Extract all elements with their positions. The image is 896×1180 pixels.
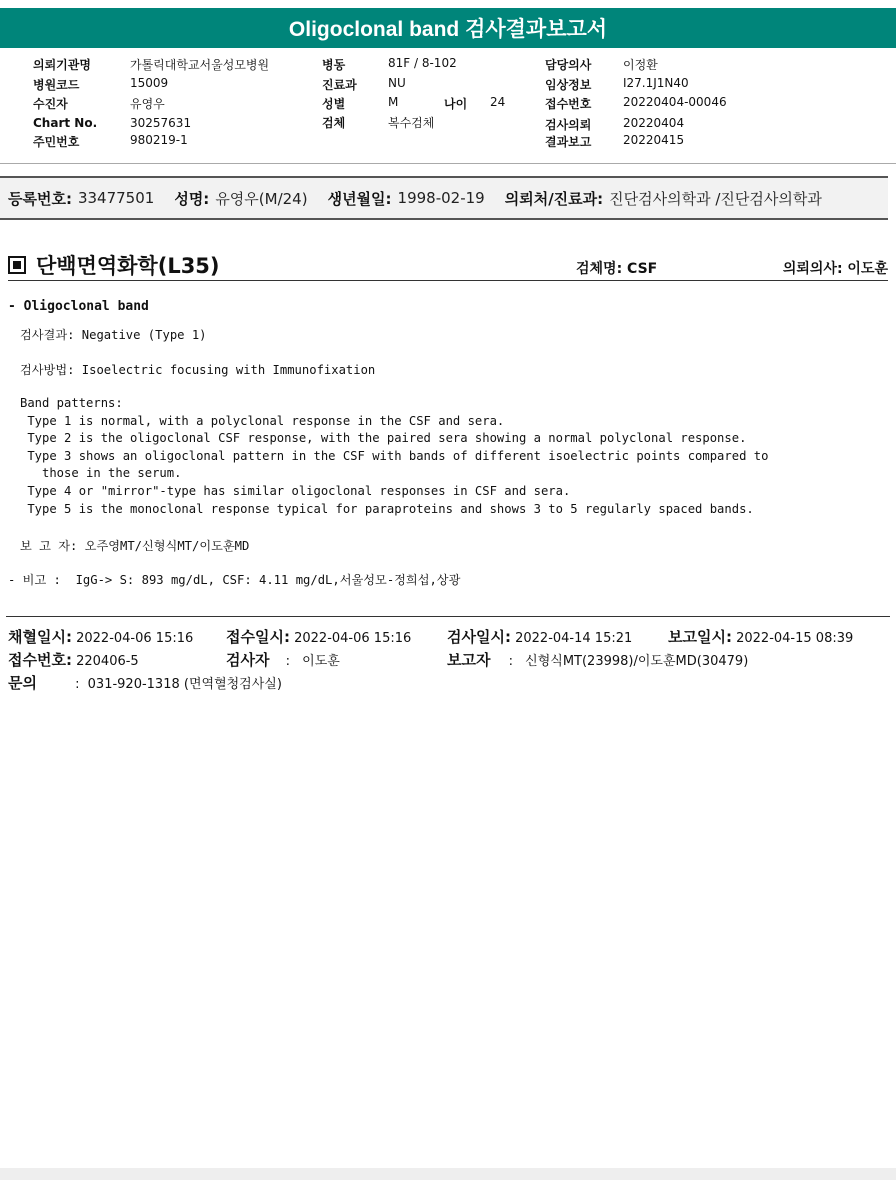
header-label: 수진자: [33, 97, 68, 111]
dob-label: 생년월일:: [327, 189, 392, 208]
method-line: 검사방법: Isoelectric focusing with Immunofixation: [20, 363, 376, 377]
test-value: 2022-04-14 15:21: [515, 631, 633, 646]
report-time: [668, 626, 853, 647]
header-value: 이정환: [623, 58, 658, 72]
specimen-name: 검체명: CSF: [576, 261, 658, 277]
header-label: Chart No.: [33, 116, 98, 130]
header-label: 결과보고: [545, 135, 592, 149]
bottom-bar: [0, 1168, 896, 1180]
section-header: [8, 250, 888, 281]
age-label: 나이: [444, 97, 468, 111]
header-value: 30257631: [130, 116, 192, 130]
header-value: M: [388, 95, 399, 109]
header-label: 병동: [322, 58, 346, 72]
header-label: 검체: [322, 116, 346, 130]
header-label: 성별: [322, 97, 346, 111]
footer-divider: [6, 616, 890, 617]
band-pattern-line: those in the serum.: [20, 466, 182, 480]
header-divider: [0, 163, 896, 164]
header-label: 의뢰기관명: [33, 58, 91, 72]
inquiry-value: 031-920-1318 (면역혈청검사실): [87, 677, 282, 692]
receipt-value: 2022-04-06 15:16: [294, 631, 412, 646]
patient-info-bar: [0, 176, 888, 220]
reg-no-label: 등록번호:: [8, 189, 72, 208]
name-value: 유영우(M/24): [215, 189, 308, 208]
header-label: 담당의사: [545, 58, 592, 72]
inquiry: 문의 : 031-920-1318 (면역혈청검사실): [8, 674, 282, 692]
header-label: 진료과: [322, 78, 357, 92]
accno-label: 접수번호:: [8, 651, 72, 669]
band-patterns-heading: Band patterns:: [20, 396, 123, 410]
tester-value: 이도훈: [302, 654, 340, 669]
report-title: Oligoclonal band 검사결과보고서: [0, 8, 896, 48]
reporter-value: 신형식MT(23998)/이도훈MD(30479): [525, 654, 749, 669]
receipt-label: 접수일시:: [226, 628, 290, 646]
header-label: 검사의뢰: [545, 118, 592, 132]
remark-line: - 비고 : IgG-> S: 893 mg/dL, CSF: 4.11 mg/dL,서울성모-정희섭,상광: [8, 573, 461, 587]
test-time: [447, 626, 632, 647]
tester-label: 검사자: [226, 651, 270, 669]
header-value: 복수검체: [388, 116, 435, 130]
report-header: [0, 52, 896, 162]
reg-no-value: 33477501: [77, 189, 155, 207]
section-title-wrap: [8, 250, 220, 280]
band-pattern-line: Type 3 shows an oligoclonal pattern in the CSF with bands of different isoelectric points compared to: [20, 449, 769, 463]
accno-value: 220406-5: [76, 654, 139, 669]
header-label: 주민번호: [33, 135, 80, 149]
receipt-time: [226, 626, 411, 647]
report-value: 2022-04-15 08:39: [736, 631, 854, 646]
name-label: 성명:: [174, 189, 210, 208]
age-value: 24: [490, 95, 506, 109]
requesting-doctor: 의뢰의사: 이도훈: [782, 261, 888, 277]
reporters-line: 보 고 자: 오주영MT/신형식MT/이도훈MD: [20, 539, 250, 553]
section-title: 단백면역화학(L35): [36, 254, 220, 278]
reporter-label: 보고자: [447, 651, 491, 669]
header-value: 980219-1: [130, 133, 188, 147]
dept-label: 의뢰처/진료과:: [504, 189, 604, 208]
report-label: 보고일시:: [668, 628, 732, 646]
band-pattern-line: Type 2 is the oligoclonal CSF response, with the paired sera showing a normal polyclonal response.: [20, 431, 747, 445]
dob-value: 1998-02-19: [397, 189, 485, 207]
band-pattern-line: Type 1 is normal, with a polyclonal response in the CSF and sera.: [20, 414, 505, 428]
collect-time: [8, 626, 193, 647]
result-line: 검사결과: Negative (Type 1): [20, 328, 207, 342]
band-pattern-line: Type 5 is the monoclonal response typical for paraproteins and shows 3 to 5 regularly spaced bands.: [20, 502, 754, 516]
header-value: 20220404: [623, 116, 685, 130]
header-value: 81F / 8-102: [388, 56, 457, 70]
inquiry-label: 문의: [8, 674, 37, 692]
header-value: 20220404-00046: [623, 95, 727, 109]
dept-value: 진단검사의학과 /진단검사의학과: [609, 189, 822, 208]
header-value: 유영우: [130, 97, 165, 111]
accession-no: [8, 649, 139, 670]
reporter: 보고자 : 신형식MT(23998)/이도훈MD(30479): [447, 651, 749, 669]
header-value: I27.1J1N40: [623, 76, 689, 90]
test-name: - Oligoclonal band: [8, 299, 149, 314]
header-label: 임상정보: [545, 78, 592, 92]
header-value: 15009: [130, 76, 169, 90]
header-value: NU: [388, 76, 406, 90]
header-label: 병원코드: [33, 78, 80, 92]
band-pattern-line: Type 4 or "mirror"-type has similar oligoclonal responses in CSF and sera.: [20, 484, 571, 498]
test-label: 검사일시:: [447, 628, 511, 646]
square-bullet-icon: [8, 256, 26, 274]
header-label: 접수번호: [545, 97, 592, 111]
header-value: 20220415: [623, 133, 685, 147]
collect-label: 채혈일시:: [8, 628, 72, 646]
header-value: 가톨릭대학교서울성모병원: [130, 58, 270, 72]
tester: 검사자 : 이도훈: [226, 651, 340, 669]
collect-value: 2022-04-06 15:16: [76, 631, 194, 646]
